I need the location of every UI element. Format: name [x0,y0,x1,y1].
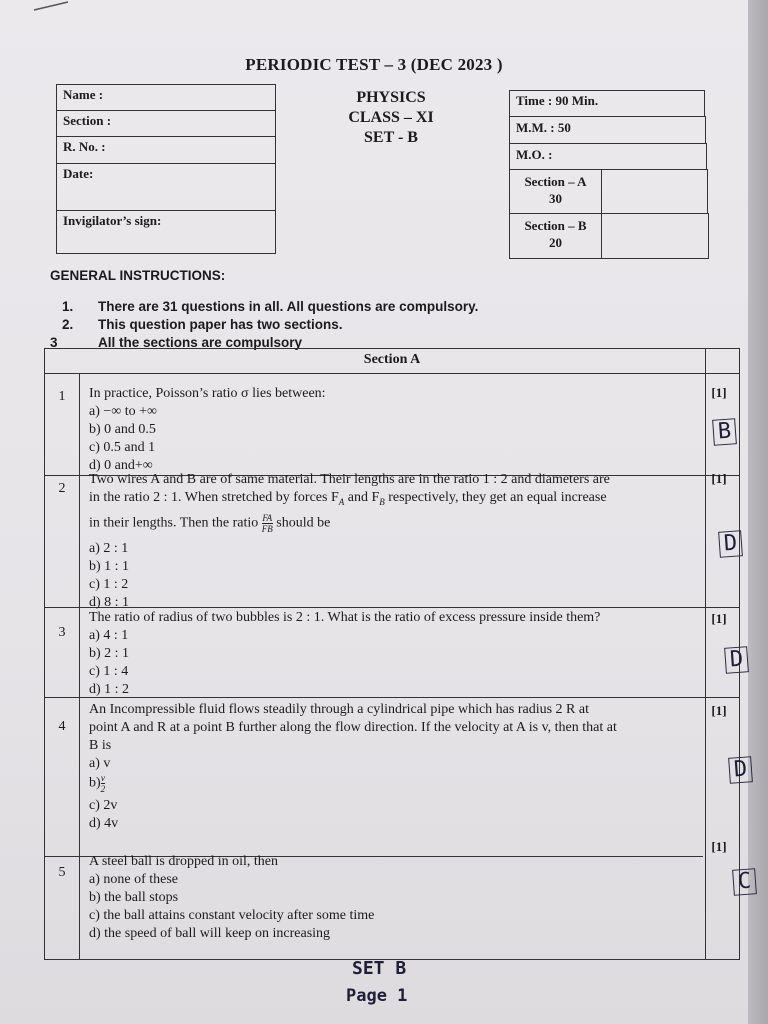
text-segment: and F [344,490,380,505]
option-d: d) 1 : 2 [89,682,130,697]
text-segment: in their lengths. Then the ratio [89,515,259,531]
option-prefix: b) [89,775,101,791]
invigilator-label: Invigilator’s sign: [63,213,162,228]
handwritten-answer: B [712,418,737,446]
question-text-line [89,513,705,534]
section-a-heading: Section A [363,352,421,367]
handwritten-page-label: Page 1 [346,986,408,1006]
question-1 [89,385,705,475]
instruction-num: 3 [50,335,58,350]
text-segment: respectively, they get an equal increase [384,490,607,505]
row-divider [45,373,739,374]
marks-badge: [1] [711,385,727,400]
option-c: c) 0.5 and 1 [89,440,156,455]
marks-badge: [1] [711,703,727,718]
question-text-line: B is [89,738,112,753]
option-c: c) 1 : 2 [89,576,129,592]
invigilator-field [56,210,276,254]
fraction-numerator: v [100,773,105,783]
velocity-fraction [101,773,106,794]
instruction-item [62,316,478,334]
option-a: a) −∞ to +∞ [89,404,158,419]
time-field [509,90,705,117]
option-b: b) 1 : 1 [89,558,130,574]
instruction-text: All the sections are compulsory [98,335,303,350]
handwritten-answer: D [728,756,753,784]
col-divider [705,349,706,959]
instruction-item [62,298,478,316]
question-3 [89,609,705,699]
col-divider [79,373,80,959]
question-table [44,348,753,960]
option-b [89,773,705,797]
time-label: Time : 90 Min. [516,93,599,108]
subject-block [276,88,506,148]
section-b-cell [509,213,602,259]
handwritten-answer: D [718,530,743,558]
instruction-num: 1. [62,299,74,314]
question-number: 5 [58,865,66,880]
max-marks-field [509,116,706,144]
fraction-denominator: 2 [100,784,106,794]
section-a-marks: 30 [549,191,562,206]
option-d: d) the speed of ball will keep on increasing [89,926,331,941]
option-c: c) 1 : 4 [89,664,129,679]
option-a: a) v [89,756,111,771]
option-c: c) the ball attains constant velocity after some time [89,908,375,923]
fraction-numerator: FA [262,512,273,523]
fraction-denominator: FB [261,523,273,534]
section-field [56,110,276,137]
section-label: Section : [63,113,112,128]
question-text: A steel ball is dropped in oil, then [89,854,278,869]
question-text-line [89,489,705,511]
option-d: d) 4v [89,816,119,831]
option-b: b) 2 : 1 [89,646,130,661]
force-ratio-fraction [262,513,273,534]
max-marks-label: M.M. : 50 [516,120,571,135]
rno-label: R. No. : [63,139,106,154]
question-text: In practice, Poisson’s ratio σ lies between: [89,386,326,401]
instruction-num: 2. [62,317,74,332]
option-a: a) 4 : 1 [89,628,129,643]
text-segment: should be [276,515,331,531]
subscript-a: A [338,496,345,507]
instruction-text: There are 31 questions in all. All questions are compulsory. [98,299,479,314]
question-number: 2 [58,481,66,496]
marks-obtained-label: M.O. : [516,147,553,162]
page-title: PERIODIC TEST – 3 (DEC 2023 ) [245,55,503,74]
question-4 [89,701,705,833]
handwritten-answer: D [724,646,749,674]
question-text: The ratio of radius of two bubbles is 2 : 1. What is the ratio of excess pressure inside them? [89,610,601,625]
marks-badge: [1] [711,839,727,854]
set-name: SET - B [364,129,418,146]
instructions-title: GENERAL INSTRUCTIONS: [50,268,226,283]
instructions-list [50,298,479,352]
rno-field [56,136,276,164]
section-a-score-box [601,169,708,214]
subscript-b: B [379,496,385,507]
question-text-line: Two wires A and B are of same material. Their lengths are in the ratio 1 : 2 and diameters are [89,472,610,487]
option-c: c) 2v [89,798,118,813]
question-text-line: point A and R at a point B further along the flow direction. If the velocity at A is v, then that at [89,720,617,735]
section-a-label: Section – A [524,174,587,189]
question-text-line: An Incompressible fluid flows steadily through a cylindrical pipe which has radius 2 R at [89,702,590,717]
marks-badge: [1] [711,471,727,486]
class-name: CLASS – XI [348,109,434,126]
pen-stroke-mark [32,0,72,14]
option-b: b) 0 and 0.5 [89,422,156,437]
option-a: a) none of these [89,872,179,887]
section-b-score-box [601,213,709,259]
question-number: 3 [58,625,66,640]
question-number: 4 [58,719,66,734]
question-5 [89,853,705,943]
option-b: b) the ball stops [89,890,179,905]
question-2 [89,471,705,612]
subject-name: PHYSICS [356,89,426,106]
handwritten-answer: C [732,868,757,896]
option-d: d) 0 and+∞ [89,458,153,473]
question-number: 1 [58,389,66,404]
date-label: Date: [63,166,94,181]
text-segment: in the ratio 2 : 1. When stretched by forces F [89,490,339,505]
option-a: a) 2 : 1 [89,540,129,556]
instruction-text: This question paper has two sections. [98,317,343,332]
date-field [56,163,276,211]
name-label: Name : [63,87,104,102]
marks-badge: [1] [711,611,727,626]
section-b-marks: 20 [549,235,562,250]
option-d: d) 8 : 1 [89,594,130,610]
section-a-cell [509,169,602,214]
name-field [56,84,276,111]
section-b-label: Section – B [524,218,587,233]
handwritten-set-label: SET B [352,958,407,979]
marks-obtained-field [509,143,707,170]
